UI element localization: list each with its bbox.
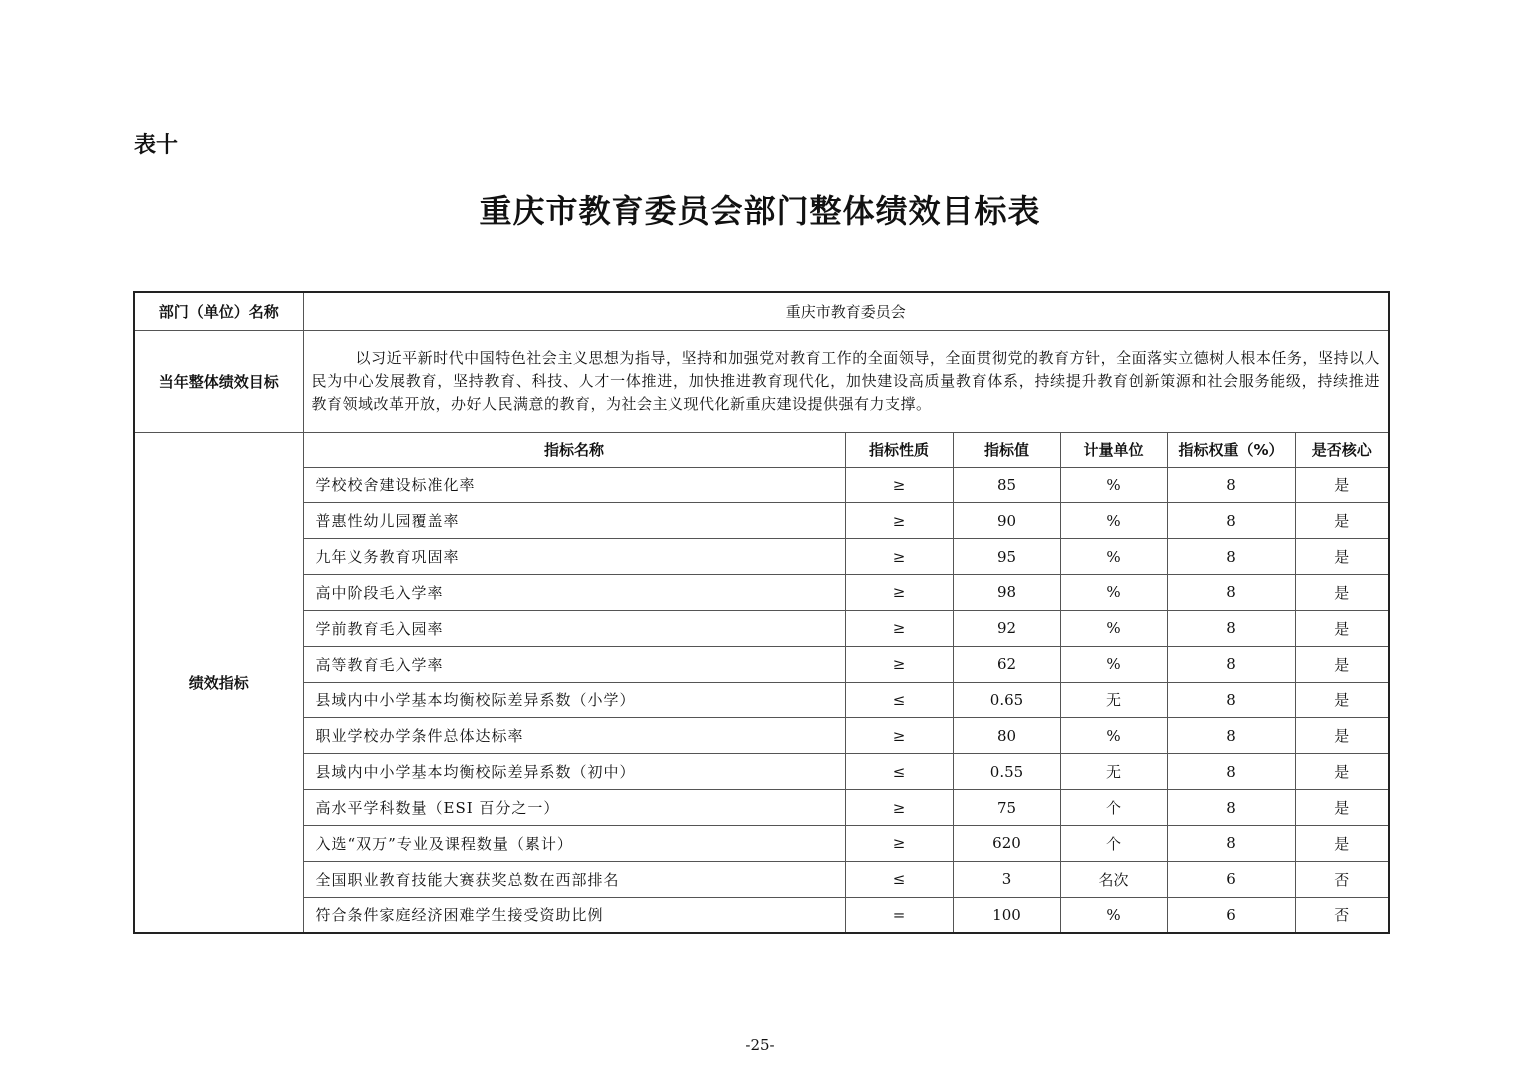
table-row xyxy=(134,646,1389,682)
indicator-weight: 6 xyxy=(1167,861,1295,897)
indicator-nature: ≤ xyxy=(845,754,953,790)
indicator-nature: ≥ xyxy=(845,467,953,503)
table-row xyxy=(134,539,1389,575)
indicator-core: 是 xyxy=(1295,754,1389,790)
indicator-value: 620 xyxy=(953,825,1060,861)
indicator-nature: ≥ xyxy=(845,790,953,826)
indicator-nature: ≥ xyxy=(845,825,953,861)
indicator-value: 75 xyxy=(953,790,1060,826)
indicator-weight: 8 xyxy=(1167,539,1295,575)
table-row xyxy=(134,682,1389,718)
indicator-name: 高中阶段毛入学率 xyxy=(303,575,845,611)
dept-row xyxy=(134,292,1389,330)
indicator-core: 是 xyxy=(1295,646,1389,682)
header-nature: 指标性质 xyxy=(845,432,953,467)
indicator-core: 是 xyxy=(1295,790,1389,826)
indicator-weight: 8 xyxy=(1167,575,1295,611)
indicator-nature: ≥ xyxy=(845,610,953,646)
indicator-weight: 6 xyxy=(1167,897,1295,933)
indicator-weight: 8 xyxy=(1167,646,1295,682)
indicator-value: 3 xyxy=(953,861,1060,897)
indicator-nature: ≤ xyxy=(845,682,953,718)
dept-label: 部门（单位）名称 xyxy=(134,292,303,330)
table-row xyxy=(134,790,1389,826)
indicator-label: 绩效指标 xyxy=(134,432,303,933)
table-row xyxy=(134,825,1389,861)
indicator-name: 符合条件家庭经济困难学生接受资助比例 xyxy=(303,897,845,933)
indicator-core: 是 xyxy=(1295,503,1389,539)
indicator-unit: % xyxy=(1060,575,1167,611)
table-row xyxy=(134,718,1389,754)
header-value: 指标值 xyxy=(953,432,1060,467)
indicator-value: 62 xyxy=(953,646,1060,682)
header-indicator-name: 指标名称 xyxy=(303,432,845,467)
table-label: 表十 xyxy=(134,133,179,158)
indicator-core: 是 xyxy=(1295,825,1389,861)
indicator-core: 是 xyxy=(1295,610,1389,646)
indicator-nature: ≥ xyxy=(845,718,953,754)
indicator-value: 0.65 xyxy=(953,682,1060,718)
document-title: 重庆市教育委员会部门整体绩效目标表 xyxy=(479,192,1041,230)
table-row xyxy=(134,754,1389,790)
table-row xyxy=(134,610,1389,646)
goal-row xyxy=(134,330,1389,432)
table-row xyxy=(134,503,1389,539)
indicator-unit: % xyxy=(1060,646,1167,682)
indicator-unit: % xyxy=(1060,503,1167,539)
indicator-value: 95 xyxy=(953,539,1060,575)
indicator-unit: % xyxy=(1060,467,1167,503)
indicator-name: 县域内中小学基本均衡校际差异系数（初中） xyxy=(303,754,845,790)
indicator-weight: 8 xyxy=(1167,754,1295,790)
indicator-name: 九年义务教育巩固率 xyxy=(303,539,845,575)
page-number: -25- xyxy=(745,1036,775,1054)
indicator-unit: 无 xyxy=(1060,682,1167,718)
indicator-name: 学校校舍建设标准化率 xyxy=(303,467,845,503)
indicator-weight: 8 xyxy=(1167,825,1295,861)
goal-text: 以习近平新时代中国特色社会主义思想为指导，坚持和加强党对教育工作的全面领导，全面贯彻党的教育方针，全面落实立德树人根本任务，坚持以人民为中心发展教育，坚持教育、科技、人才一体推进，加快推进教育现代化，加快建设高质量教育体系，持续提升教育创新策源和社会服务能级，持续推进教育领域改革开放，办好人民满意的教育，为社会主义现代化新重庆建设提供强有力支撑。 xyxy=(303,330,1389,432)
indicator-value: 80 xyxy=(953,718,1060,754)
header-weight: 指标权重（%） xyxy=(1167,432,1295,467)
indicator-unit: % xyxy=(1060,718,1167,754)
indicator-nature: ≤ xyxy=(845,861,953,897)
indicator-nature: ≥ xyxy=(845,575,953,611)
indicator-name: 县域内中小学基本均衡校际差异系数（小学） xyxy=(303,682,845,718)
indicator-value: 98 xyxy=(953,575,1060,611)
indicator-unit: 个 xyxy=(1060,825,1167,861)
indicator-unit: % xyxy=(1060,897,1167,933)
indicator-name: 学前教育毛入园率 xyxy=(303,610,845,646)
indicator-weight: 8 xyxy=(1167,467,1295,503)
table-row xyxy=(134,897,1389,933)
indicator-core: 否 xyxy=(1295,897,1389,933)
indicator-value: 100 xyxy=(953,897,1060,933)
indicator-unit: % xyxy=(1060,610,1167,646)
indicator-unit: 无 xyxy=(1060,754,1167,790)
indicator-value: 0.55 xyxy=(953,754,1060,790)
header-core: 是否核心 xyxy=(1295,432,1389,467)
indicator-core: 否 xyxy=(1295,861,1389,897)
indicator-weight: 8 xyxy=(1167,790,1295,826)
indicator-unit: 个 xyxy=(1060,790,1167,826)
goal-label: 当年整体绩效目标 xyxy=(134,330,303,432)
indicator-name: 高等教育毛入学率 xyxy=(303,646,845,682)
indicator-value: 85 xyxy=(953,467,1060,503)
indicator-name: 全国职业教育技能大赛获奖总数在西部排名 xyxy=(303,861,845,897)
indicator-weight: 8 xyxy=(1167,610,1295,646)
indicator-value: 92 xyxy=(953,610,1060,646)
indicator-weight: 8 xyxy=(1167,503,1295,539)
indicator-core: 是 xyxy=(1295,575,1389,611)
indicator-name: 职业学校办学条件总体达标率 xyxy=(303,718,845,754)
indicator-unit: 名次 xyxy=(1060,861,1167,897)
indicator-name: 普惠性幼儿园覆盖率 xyxy=(303,503,845,539)
indicator-nature: ≥ xyxy=(845,503,953,539)
indicator-core: 是 xyxy=(1295,539,1389,575)
indicator-nature: ≥ xyxy=(845,646,953,682)
indicator-nature: = xyxy=(845,897,953,933)
indicator-nature: ≥ xyxy=(845,539,953,575)
dept-value: 重庆市教育委员会 xyxy=(303,292,1389,330)
indicator-name: 入选“双万”专业及课程数量（累计） xyxy=(303,825,845,861)
performance-table xyxy=(133,291,1390,934)
indicator-core: 是 xyxy=(1295,718,1389,754)
table-row xyxy=(134,467,1389,503)
header-unit: 计量单位 xyxy=(1060,432,1167,467)
indicator-weight: 8 xyxy=(1167,718,1295,754)
indicator-value: 90 xyxy=(953,503,1060,539)
indicator-name: 高水平学科数量（ESI 百分之一） xyxy=(303,790,845,826)
indicator-weight: 8 xyxy=(1167,682,1295,718)
indicator-core: 是 xyxy=(1295,467,1389,503)
indicator-unit: % xyxy=(1060,539,1167,575)
indicator-core: 是 xyxy=(1295,682,1389,718)
table-row xyxy=(134,575,1389,611)
table-row xyxy=(134,861,1389,897)
header-row xyxy=(134,432,1389,467)
